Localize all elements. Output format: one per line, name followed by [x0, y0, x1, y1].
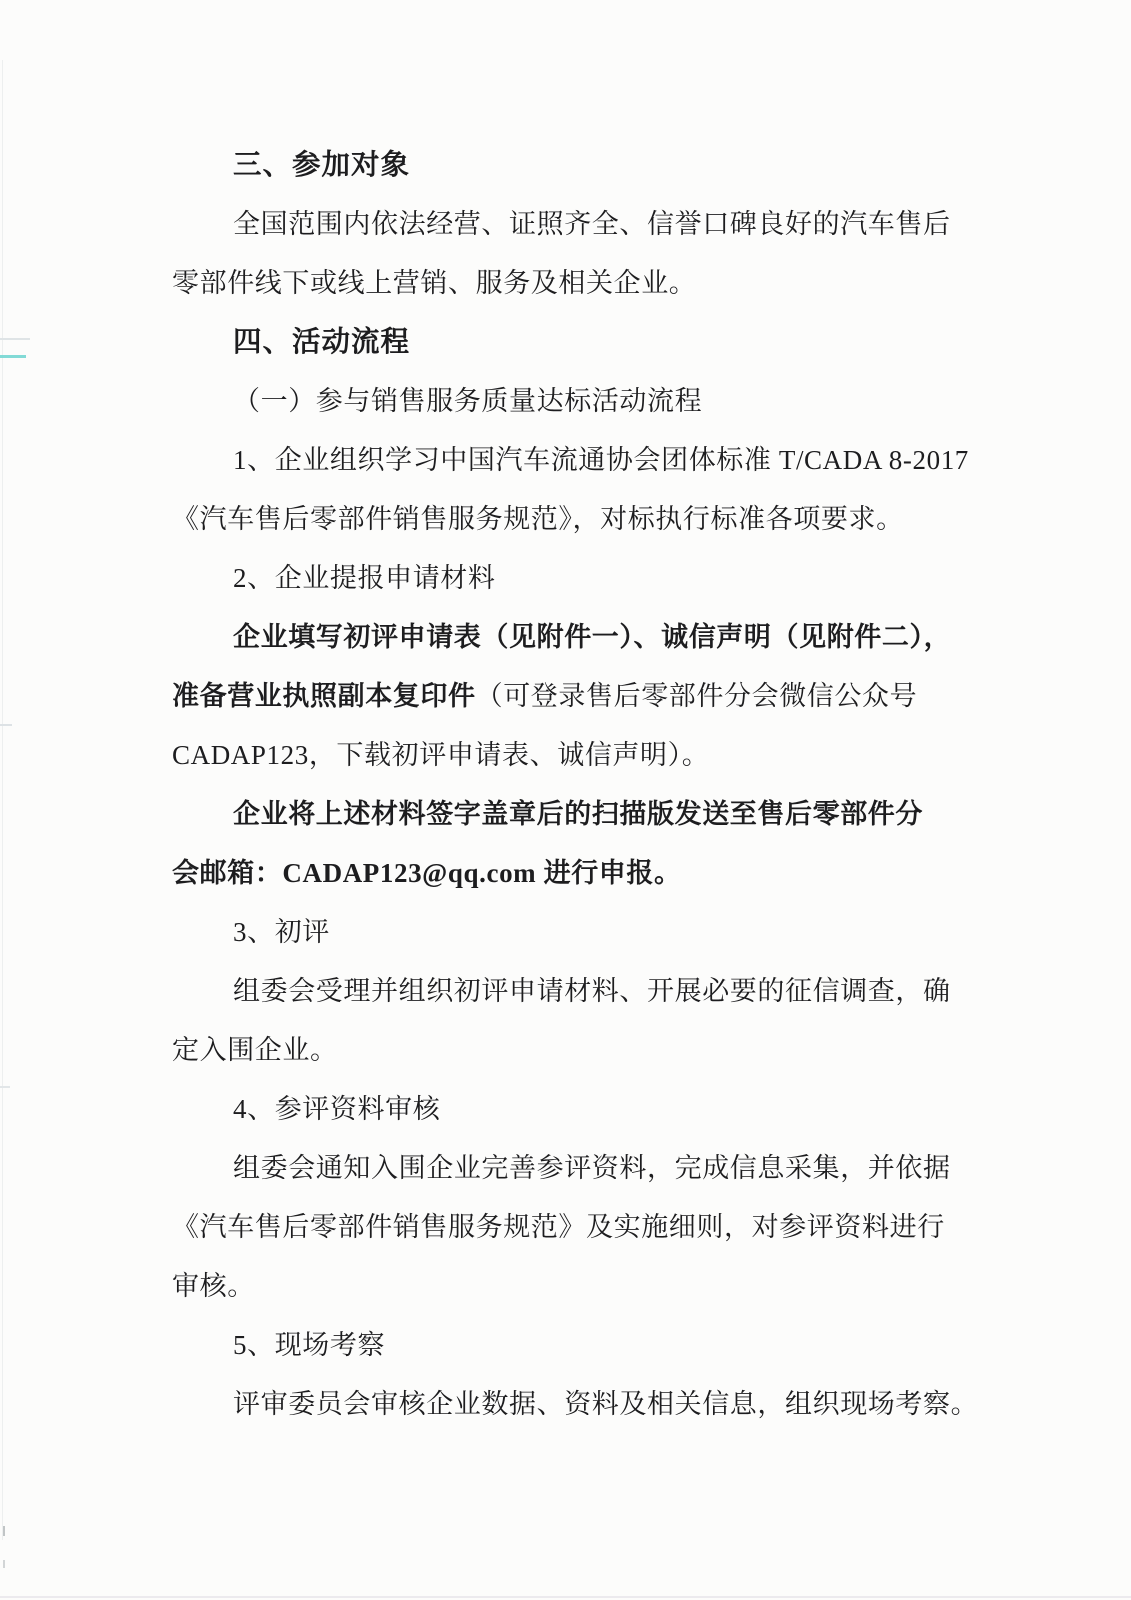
step1-line-2	[172, 490, 972, 549]
scan-artifact-speck	[3, 1526, 5, 1536]
section3-body	[172, 195, 972, 313]
step4	[172, 1080, 972, 1139]
bold-text-run: 三、参加对象	[233, 150, 411, 181]
bold-text-run: 企业填写初评申请表（见附件一）、诚信声明（见附件二），	[233, 622, 952, 652]
step4-line-1	[172, 1080, 972, 1139]
section3-heading	[172, 136, 972, 195]
document-body	[172, 136, 979, 1434]
text-run: CADAP123，下载初评申请表、诚信声明）。	[172, 740, 710, 770]
step4-detail-line-3	[172, 1257, 972, 1316]
text-run: 全国范围内依法经营、证照齐全、信誉口碑良好的汽车售后	[233, 209, 951, 239]
text-run: （一）参与销售服务质量达标活动流程	[233, 386, 703, 416]
step2-detail-1-line-3	[172, 726, 972, 785]
step3-line-1	[172, 903, 972, 962]
bold-text-run: 准备营业执照副本复印件	[172, 681, 476, 711]
step3-detail-line-2	[172, 1021, 972, 1080]
text-run: 3、初评	[233, 917, 330, 947]
scan-artifact-gray-tick	[0, 1086, 10, 1088]
section3-body-line-1	[172, 195, 972, 254]
scan-artifact-speck	[3, 1560, 5, 1568]
text-run: 定入围企业。	[172, 1035, 338, 1065]
section4-sub1	[172, 372, 972, 431]
bold-text-run: 会邮箱：CADAP123@qq.com 进行申报。	[172, 858, 682, 888]
text-run: 4、参评资料审核	[233, 1094, 441, 1124]
bold-text-run: 企业将上述材料签字盖章后的扫描版发送至售后零部件分	[233, 799, 923, 829]
scan-artifact-left-edge-line	[2, 60, 3, 1540]
bold-text-run: 四、活动流程	[233, 327, 411, 358]
text-run: 2、企业提报申请材料	[233, 563, 496, 593]
section4-heading-line-1	[172, 313, 972, 372]
text-run: 零部件线下或线上营销、服务及相关企业。	[172, 268, 697, 298]
scan-artifact-gray-tick	[0, 724, 12, 726]
step5-detail-line-1	[172, 1375, 979, 1434]
step3-detail-line-1	[172, 962, 972, 1021]
section3-heading-line-1	[172, 136, 972, 195]
text-run: 组委会受理并组织初评申请材料、开展必要的征信调查，确	[233, 976, 951, 1006]
section3-body-line-2	[172, 254, 972, 313]
step3	[172, 903, 972, 962]
step2-detail-2-line-2	[172, 844, 972, 903]
text-run: （可登录售后零部件分会微信公众号	[475, 681, 918, 711]
step2-detail-1-line-1	[172, 608, 972, 667]
step2-detail-2	[172, 785, 972, 903]
step2	[172, 549, 972, 608]
text-run: 《汽车售后零部件销售服务规范》，对标执行标准各项要求。	[172, 504, 904, 534]
section4-heading	[172, 313, 972, 372]
section4-sub1-line-1	[172, 372, 972, 431]
step5-line-1	[172, 1316, 972, 1375]
step1-line-1	[172, 431, 972, 490]
step5	[172, 1316, 972, 1375]
step5-detail	[172, 1375, 979, 1434]
step2-detail-1	[172, 608, 972, 785]
step2-line-1	[172, 549, 972, 608]
step2-detail-2-line-1	[172, 785, 972, 844]
step1	[172, 431, 972, 549]
text-run: 评审委员会审核企业数据、资料及相关信息，组织现场考察。	[233, 1389, 979, 1419]
text-run: 1、企业组织学习中国汽车流通协会团体标准 T/CADA 8-2017	[233, 445, 969, 475]
step4-detail-line-2	[172, 1198, 972, 1257]
step4-detail-line-1	[172, 1139, 972, 1198]
text-run: 组委会通知入围企业完善参评资料，完成信息采集，并依据	[233, 1153, 951, 1183]
step2-detail-1-line-2	[172, 667, 972, 726]
scan-artifact-cyan-line	[0, 355, 26, 358]
scan-artifact-gray-tick	[0, 338, 30, 340]
scan-artifact-bottom-edge-line	[0, 1596, 1131, 1598]
text-run: 审核。	[172, 1271, 255, 1301]
step3-detail	[172, 962, 972, 1080]
text-run: 5、现场考察	[233, 1330, 386, 1360]
step4-detail	[172, 1139, 972, 1316]
text-run: 《汽车售后零部件销售服务规范》及实施细则，对参评资料进行	[172, 1212, 945, 1242]
